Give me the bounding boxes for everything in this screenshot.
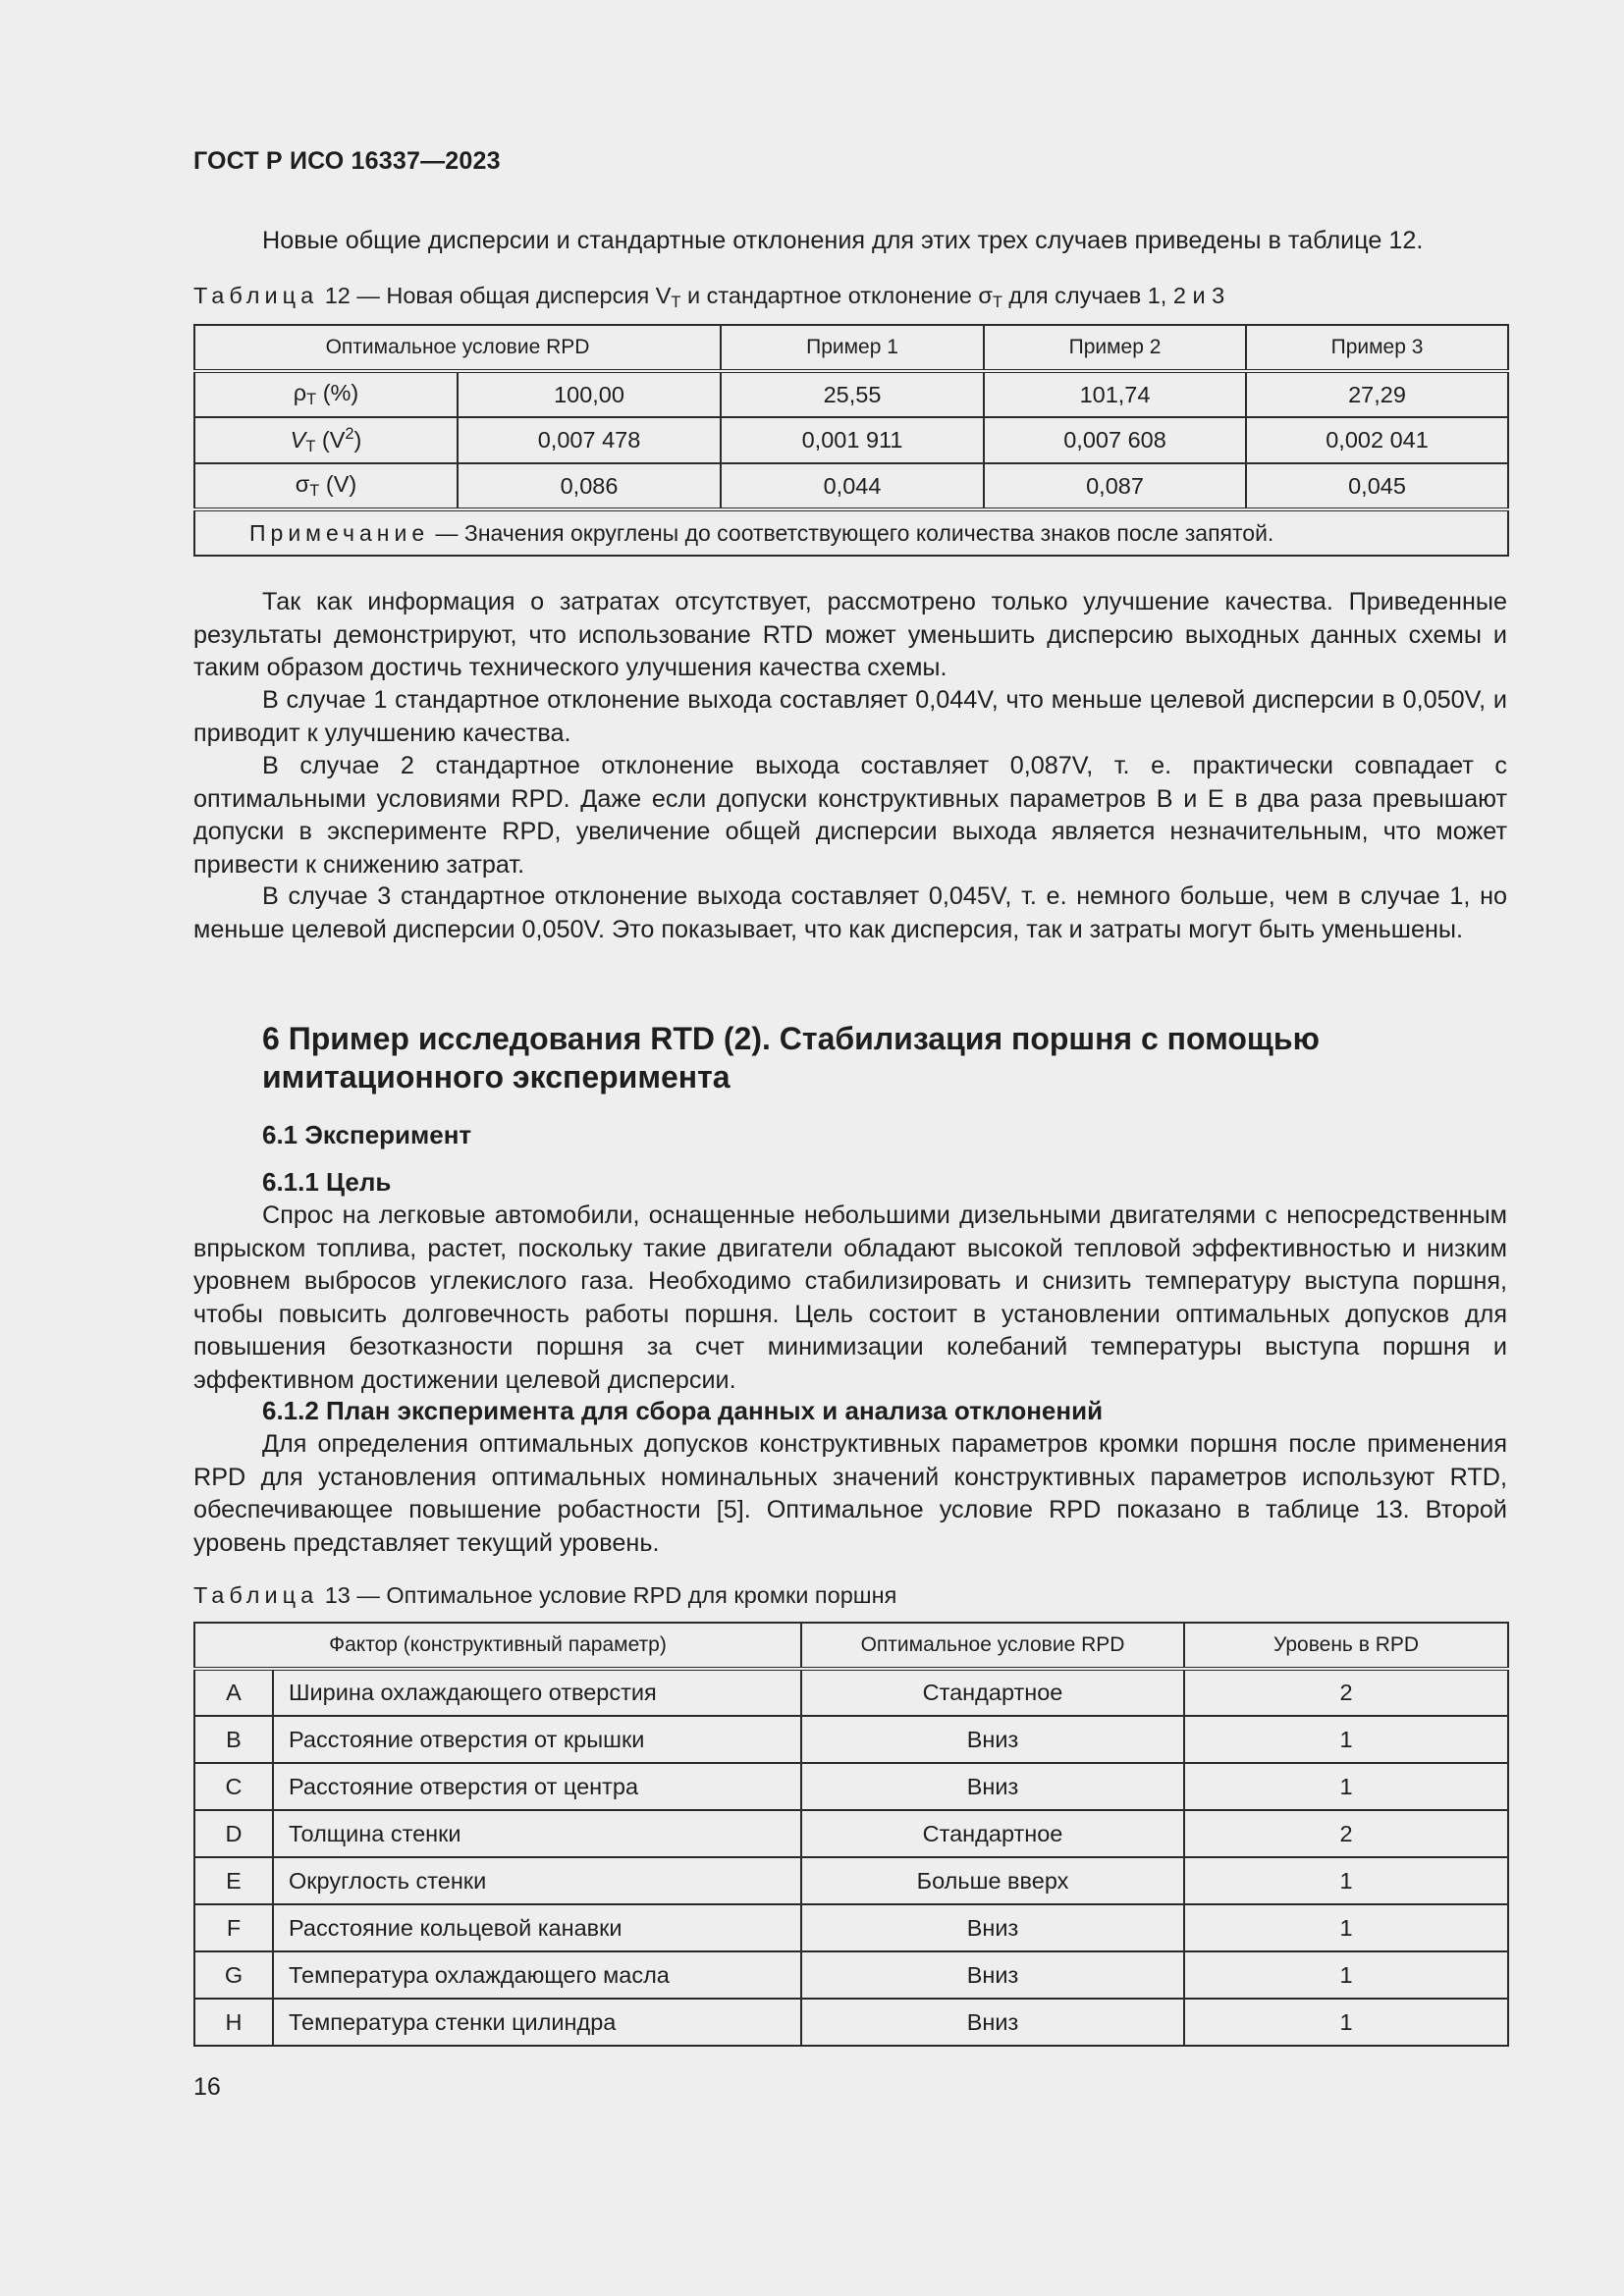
table-cell: Расстояние отверстия от центра bbox=[273, 1763, 801, 1810]
table-cell: Вниз bbox=[801, 1763, 1184, 1810]
table-cell: 27,29 bbox=[1246, 371, 1508, 417]
table-row bbox=[194, 417, 1508, 463]
table-cell: Стандартное bbox=[801, 1810, 1184, 1857]
body-paragraph: В случае 2 стандартное отклонение выхода составляет 0,087V, т. е. практически совпадает с оптимальными условиями RPD. Даже если допуски конструктивных параметров B и E в два раза превышают допуски в эксперименте RPD, увеличение общей дисперсии выхода является незначительным, что может привести к снижению затрат. bbox=[193, 752, 1507, 879]
table-cell: 0,002 041 bbox=[1246, 417, 1508, 463]
table-cell: 1 bbox=[1184, 1951, 1508, 1999]
table12-note: Примечание — Значения округлены до соответствующего количества знаков после запятой. bbox=[194, 509, 1508, 556]
table-12 bbox=[193, 324, 1509, 557]
table-cell: Вниз bbox=[801, 1904, 1184, 1951]
table-cell: 1 bbox=[1184, 1999, 1508, 2046]
row-label: $V_T$ $(V^2)$ bbox=[194, 417, 458, 463]
table-cell: 101,74 bbox=[984, 371, 1246, 417]
table-row bbox=[194, 463, 1508, 509]
table13-caption-text: 13 — Оптимальное условие RPD для кромки поршня bbox=[324, 1582, 897, 1608]
document-header: ГОСТ Р ИСО 16337—2023 bbox=[193, 147, 501, 175]
section-6-title: 6 Пример исследования RTD (2). Стабилизация поршня с помощью имитационного эксперимента bbox=[262, 1021, 1320, 1095]
table12-note-row bbox=[194, 509, 1508, 556]
table-cell: 0,045 bbox=[1246, 463, 1508, 509]
table-cell: 0,044 bbox=[721, 463, 984, 509]
table-cell: A bbox=[194, 1669, 273, 1716]
subsection-6-1-2-title: 6.1.2 План эксперимента для сбора данных и анализа отклонений bbox=[262, 1396, 1104, 1425]
body-paragraph: Так как информация о затратах отсутствует, рассмотрено только улучшение качества. Приведенные результаты демонстрируют, что использование RTD может уменьшить дисперсию выходных данных схемы и таким образом достичь технического улучшения качества схемы. bbox=[193, 588, 1507, 681]
subsection-6-1-1-title: 6.1.1 Цель bbox=[262, 1167, 392, 1197]
table13-header-cell: Оптимальное условие RPD bbox=[801, 1623, 1184, 1669]
body-paragraph: В случае 1 стандартное отклонение выхода составляет 0,044V, что меньше целевой дисперсии в 0,050V, и приводит к улучшению качества. bbox=[193, 686, 1507, 747]
row-label: $\rho_T$ (%) bbox=[194, 371, 458, 417]
table-cell: Ширина охлаждающего отверстия bbox=[273, 1669, 801, 1716]
body-paragraph: Для определения оптимальных допусков конструктивных параметров кромки поршня после применения RPD для установления оптимальных номинальных значений конструктивных параметров используют RTD, обеспечивающее повышение робастности [5]. Оптимальное условие RPD показано в таблице 13. Второй уровень представляет текущий уровень. bbox=[193, 1430, 1507, 1557]
table-cell: 1 bbox=[1184, 1763, 1508, 1810]
table-row bbox=[194, 1716, 1508, 1763]
subsection-6-1-title: 6.1 Эксперимент bbox=[262, 1120, 472, 1149]
table-cell: G bbox=[194, 1951, 273, 1999]
table-cell: 2 bbox=[1184, 1810, 1508, 1857]
table-row bbox=[194, 371, 1508, 417]
body-paragraph: Спрос на легковые автомобили, оснащенные небольшими дизельными двигателями с непосредственным впрыском топлива, растет, поскольку такие двигатели обладают высокой тепловой эффективностью и низким уровнем выбросов углекислого газа. Необходимо стабилизировать и снизить температуру выступа поршня, чтобы повысить долговечность работы поршня. Цель состоит в установлении оптимальных допусков для повышения безотказности поршня за счет минимизации колебаний температуры выступа поршня и эффективном достижении целевой дисперсии. bbox=[193, 1201, 1507, 1394]
table-cell: Расстояние кольцевой канавки bbox=[273, 1904, 801, 1951]
table-cell: Температура стенки цилиндра bbox=[273, 1999, 801, 2046]
table-cell: Температура охлаждающего масла bbox=[273, 1951, 801, 1999]
table13-caption bbox=[193, 1582, 896, 1609]
table13-header-row bbox=[194, 1623, 1508, 1669]
table12-caption: Таблица 12 — Новая общая дисперсия $V_T$ и стандартное отклонение $\sigma_T$ для случаев 1, 2 и 3 bbox=[193, 283, 1225, 311]
table-row bbox=[194, 1669, 1508, 1716]
table-cell: Округлость стенки bbox=[273, 1857, 801, 1904]
table-cell: 0,086 bbox=[458, 463, 721, 509]
intro-paragraph: Новые общие дисперсии и стандартные отклонения для этих трех случаев приведены в таблице 12. bbox=[262, 227, 1424, 254]
table-cell: Больше вверх bbox=[801, 1857, 1184, 1904]
page-number: 16 bbox=[193, 2073, 221, 2101]
table12-header-cell: Оптимальное условие RPD bbox=[194, 325, 721, 371]
table-row bbox=[194, 1951, 1508, 1999]
table-cell: 0,007 478 bbox=[458, 417, 721, 463]
table-cell: C bbox=[194, 1763, 273, 1810]
table13-header-cell: Фактор (конструктивный параметр) bbox=[194, 1623, 801, 1669]
table-13 bbox=[193, 1622, 1509, 2047]
table-cell: 100,00 bbox=[458, 371, 721, 417]
table-row bbox=[194, 1763, 1508, 1810]
table-row bbox=[194, 1904, 1508, 1951]
table-row bbox=[194, 1999, 1508, 2046]
table-cell: Вниз bbox=[801, 1716, 1184, 1763]
table-cell: F bbox=[194, 1904, 273, 1951]
table-cell: 0,001 911 bbox=[721, 417, 984, 463]
table-cell: 25,55 bbox=[721, 371, 984, 417]
table-cell: Расстояние отверстия от крышки bbox=[273, 1716, 801, 1763]
table-cell: D bbox=[194, 1810, 273, 1857]
table-row bbox=[194, 1857, 1508, 1904]
table12-header-row bbox=[194, 325, 1508, 371]
table-cell: 1 bbox=[1184, 1904, 1508, 1951]
table-cell: Вниз bbox=[801, 1951, 1184, 1999]
table12-caption-text: 12 — Новая общая дисперсия V bbox=[324, 283, 672, 308]
table13-caption-label: Таблица bbox=[193, 1582, 319, 1608]
row-label: $\sigma_T$ (V) bbox=[194, 463, 458, 509]
table-cell: 2 bbox=[1184, 1669, 1508, 1716]
table-cell: B bbox=[194, 1716, 273, 1763]
table-cell: E bbox=[194, 1857, 273, 1904]
table-cell: 0,087 bbox=[984, 463, 1246, 509]
table12-caption-label: Таблица bbox=[193, 283, 319, 308]
table12-header-cell: Пример 2 bbox=[984, 325, 1246, 371]
table-row bbox=[194, 1810, 1508, 1857]
table-cell: 1 bbox=[1184, 1857, 1508, 1904]
body-paragraph: В случае 3 стандартное отклонение выхода составляет 0,045V, т. е. немного больше, чем в случае 1, но меньше целевой дисперсии 0,050V. Это показывает, что как дисперсия, так и затраты могут быть уменьшены. bbox=[193, 882, 1507, 943]
table12-header-cell: Пример 1 bbox=[721, 325, 984, 371]
table-cell: Вниз bbox=[801, 1999, 1184, 2046]
table-cell: Толщина стенки bbox=[273, 1810, 801, 1857]
table13-header-cell: Уровень в RPD bbox=[1184, 1623, 1508, 1669]
table-cell: 0,007 608 bbox=[984, 417, 1246, 463]
table-cell: H bbox=[194, 1999, 273, 2046]
table12-header-cell: Пример 3 bbox=[1246, 325, 1508, 371]
table-cell: Стандартное bbox=[801, 1669, 1184, 1716]
table-cell: 1 bbox=[1184, 1716, 1508, 1763]
